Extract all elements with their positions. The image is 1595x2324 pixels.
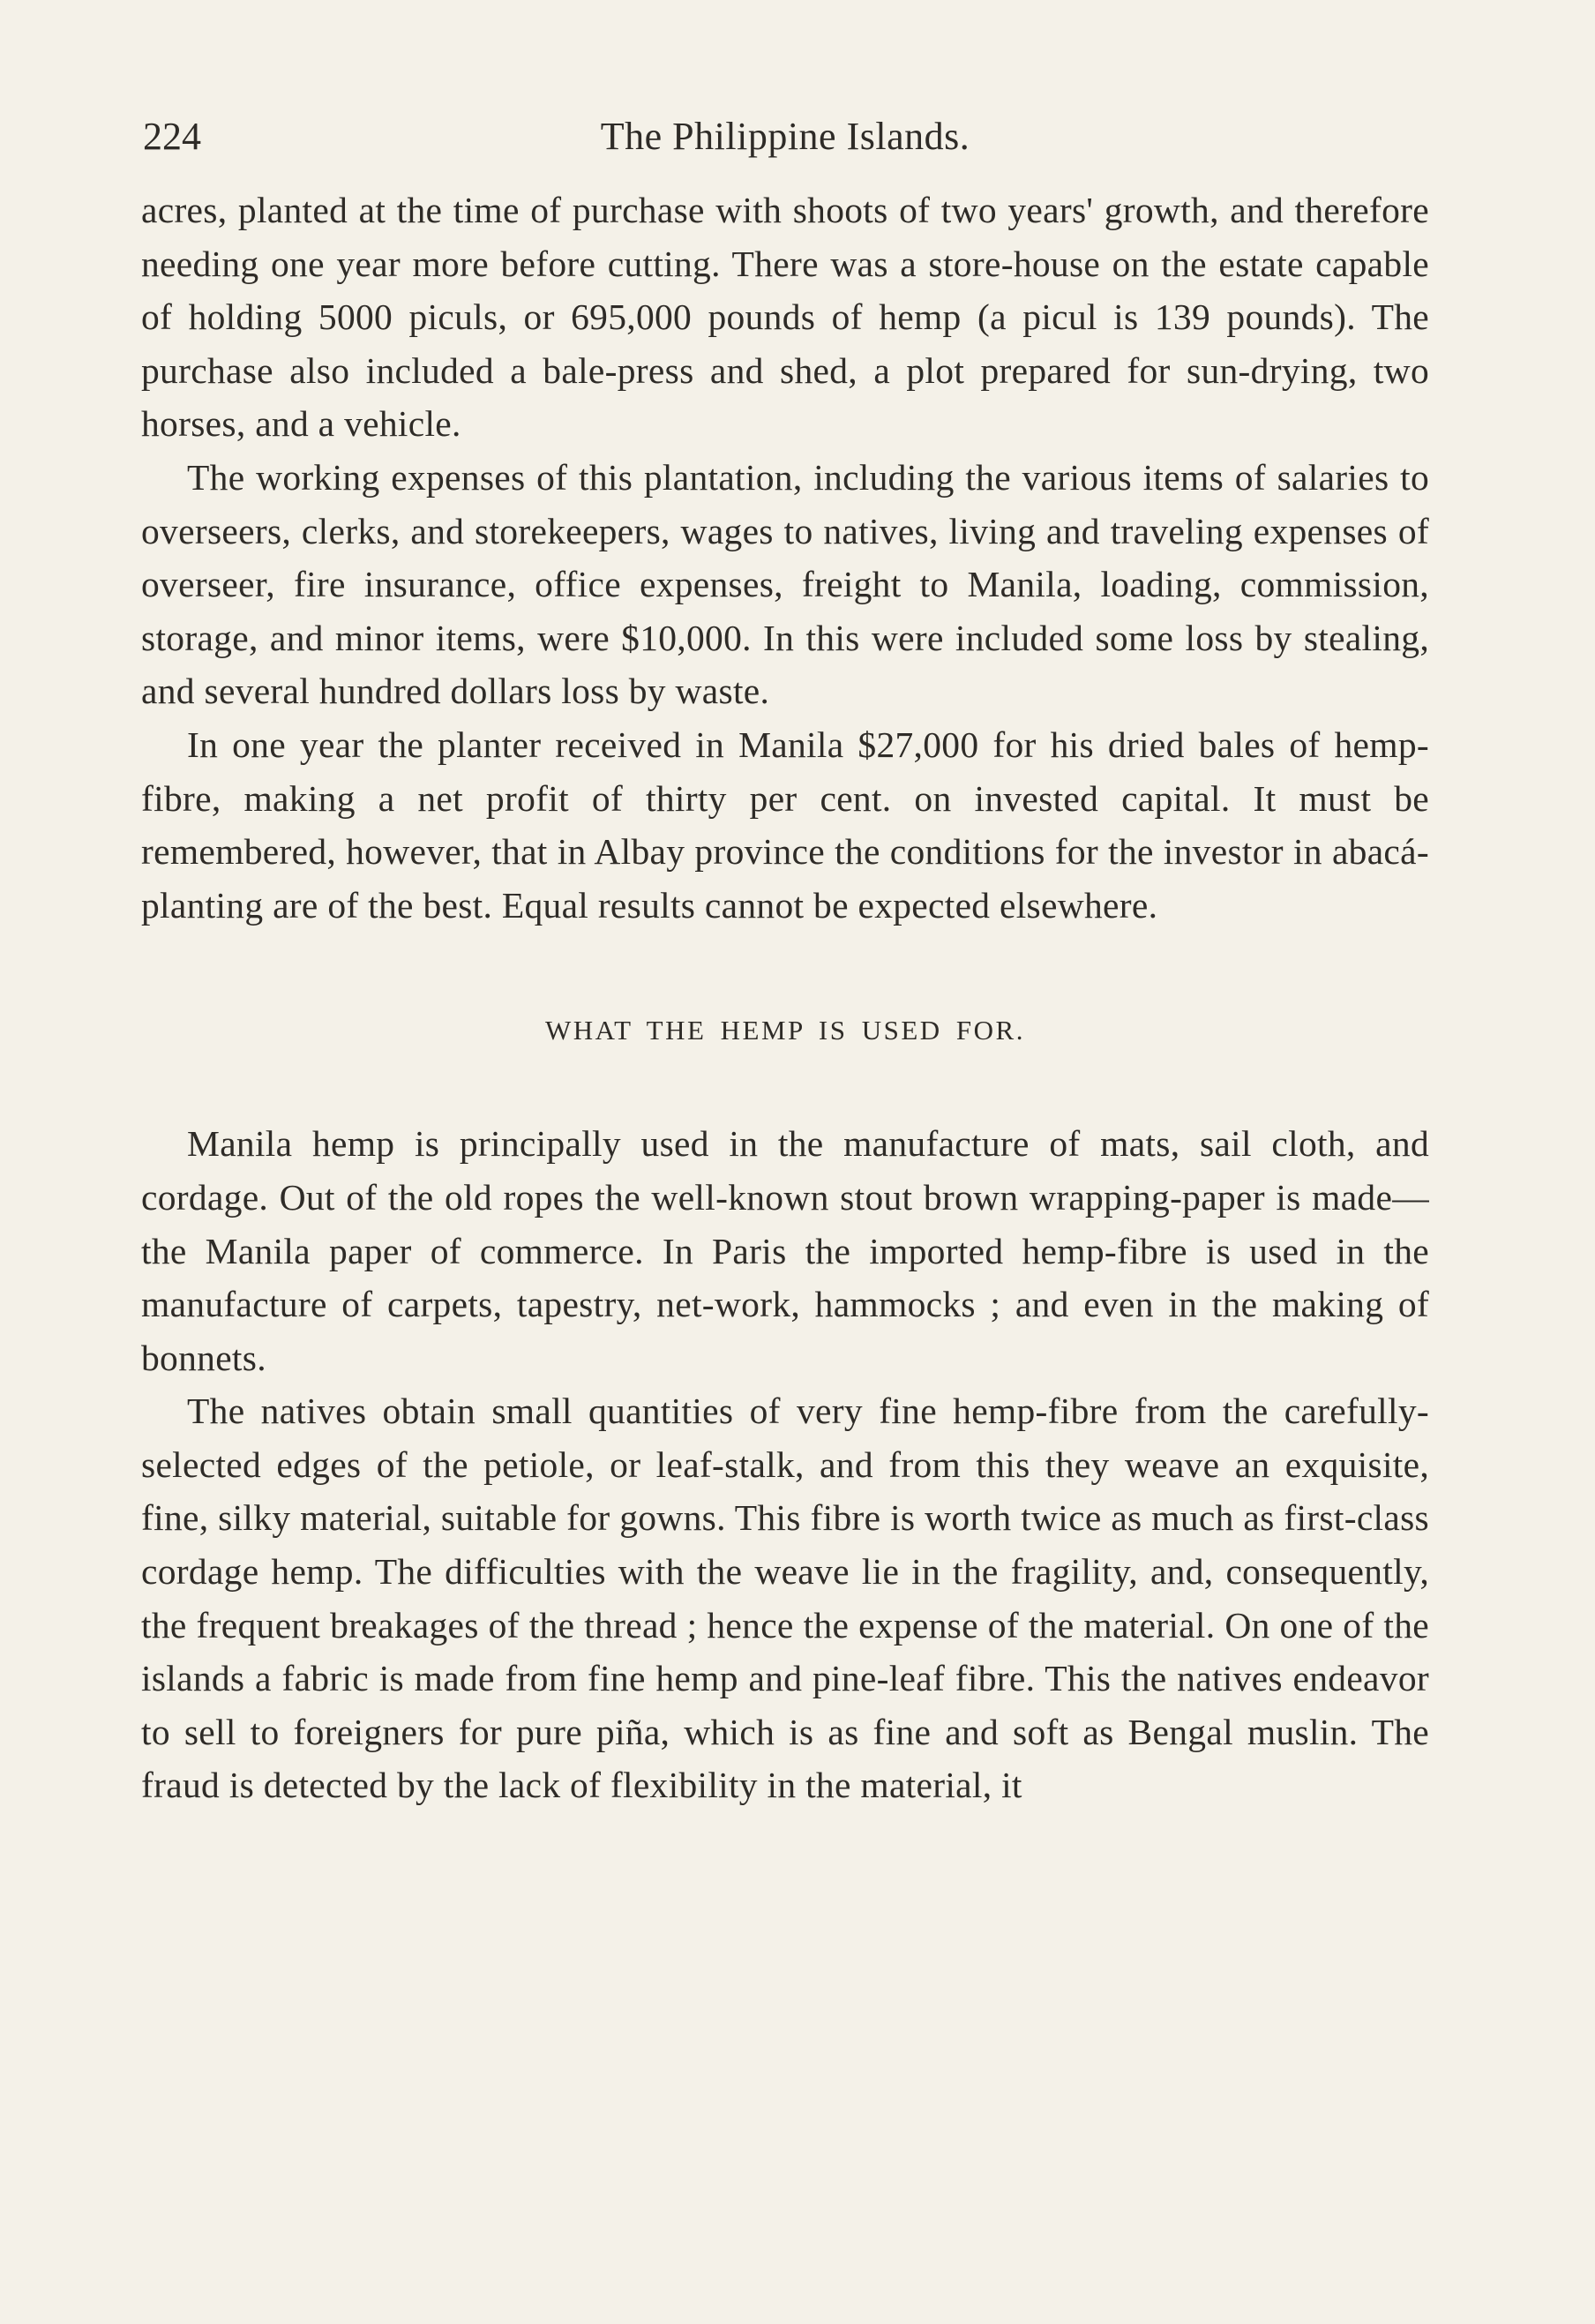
page-number: 224	[143, 115, 201, 158]
running-title: The Philippine Islands.	[600, 115, 970, 158]
section-heading: WHAT THE HEMP IS USED FOR.	[545, 1015, 1025, 1046]
book-page	[141, 106, 1429, 1812]
paragraph-working-expenses: The working expenses of this plantation, including the various items of salaries to overseers, clerks, and storekeepers, wages to natives, living and traveling expenses of overseer, fire insurance, office expenses, freight to Manila, loading, commission, storage, and minor items, were $10,000. In this were included some loss by stealing, and several hundred dollars loss by waste.	[141, 456, 1429, 712]
section-hemp-uses	[141, 1117, 1429, 1812]
paragraph-fine-fibre: The natives obtain small quantities of very fine hemp-fibre from the carefully-selected edges of the petiole, or leaf-stalk, and from this they weave an exquisite, fine, silky material, suitable for gowns. This fibre is worth twice as much as first-class cordage hemp. The difficulties with the weave lie in the fragility, and, consequently, the frequent breakages of the thread ; hence the expense of the material. On one of the islands a fabric is made from fine hemp and pine-leaf fibre. This the natives endeavor to sell to foreigners for pure piña, which is as fine and soft as Bengal muslin. The fraud is detected by the lack of flexibility in the material, it	[141, 1391, 1429, 1806]
paragraph-continued: acres, planted at the time of purchase with shoots of two years' growth, and therefore needing one year more before cutting. There was a store-house on the estate capable of holding 5000 piculs, or 695,000 pounds of hemp (a picul is 139 pounds). The purchase also included a bale-press and shed, a plot prepared for sun-drying, two horses, and a vehicle.	[141, 190, 1429, 445]
paragraph-profit: In one year the planter received in Manila $27,000 for his dried bales of hemp-fibre, making a net profit of thirty per cent. on invested capital. It must be remembered, however, that in Albay province the conditions for the investor in abacá-planting are of the best. Equal results cannot be expected elsewhere.	[141, 723, 1429, 926]
running-head	[141, 106, 1429, 168]
section-plantation-costs	[141, 184, 1429, 932]
paragraph-hemp-uses: Manila hemp is principally used in the manufacture of mats, sail cloth, and cordage. Out of the old ropes the well-known stout brown wrapping-paper is made—the Manila paper of commerce. In Paris the imported hemp-fibre is used in the manufacture of carpets, tapestry, net-work, hammocks ; and even in the making of bonnets.	[141, 1123, 1429, 1378]
